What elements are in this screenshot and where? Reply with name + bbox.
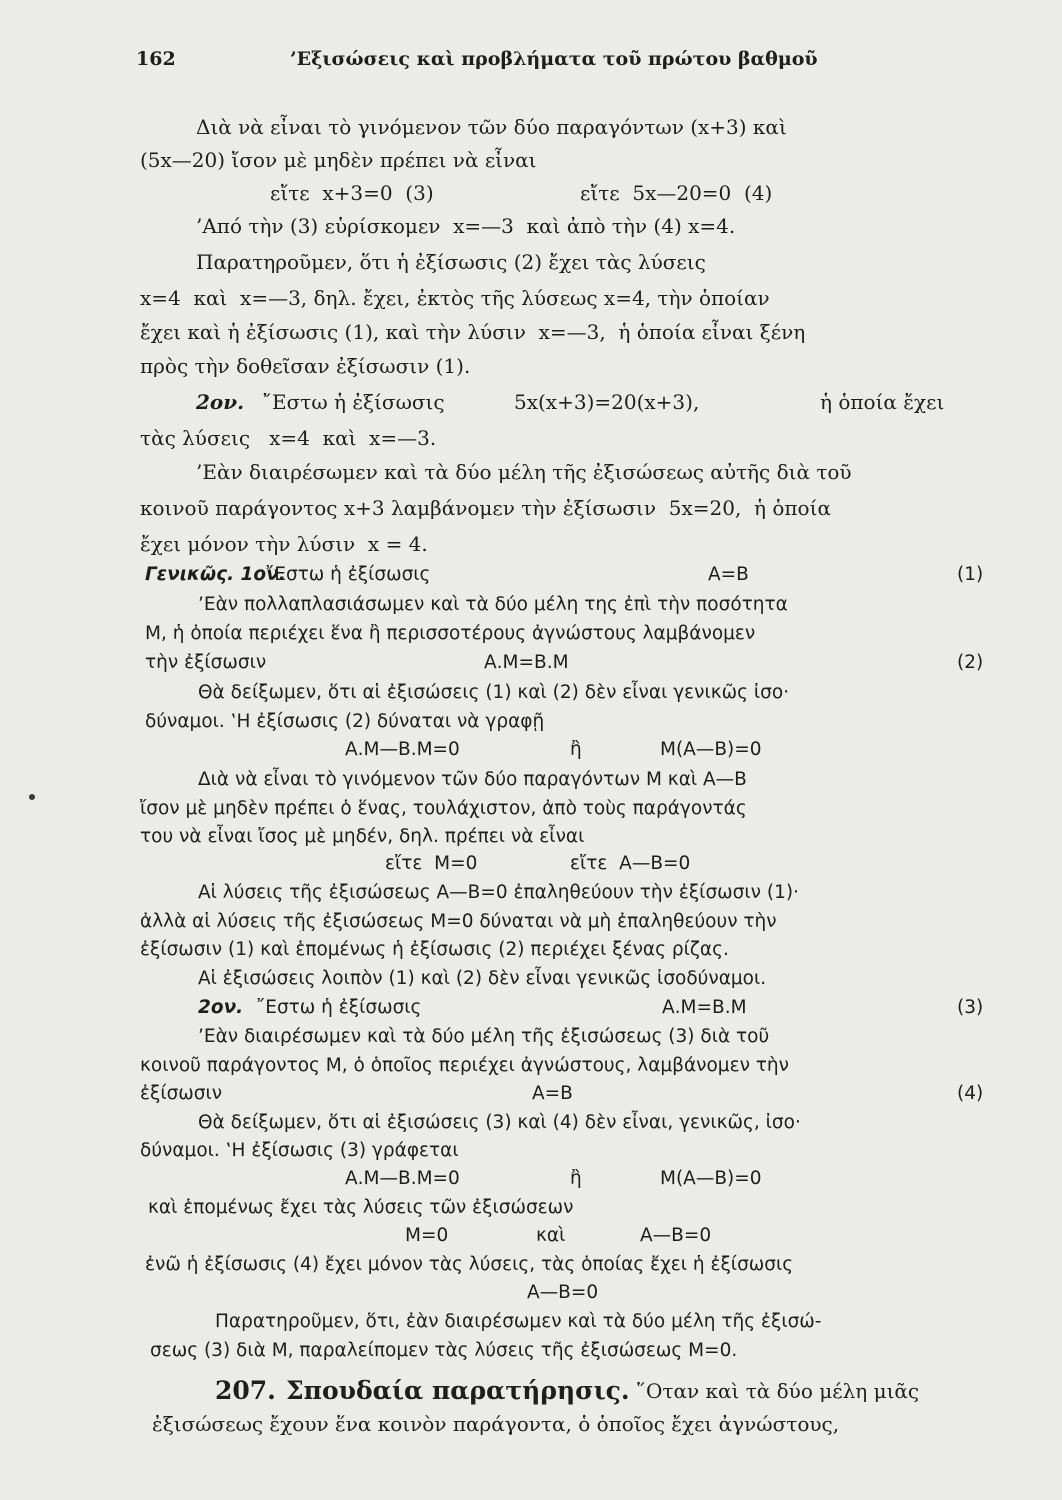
equation: εἴτε Α—Β=0 <box>570 853 691 874</box>
text-line: κοινοῦ παράγοντος x+3 λαμβάνομεν τὴν ἐξίσωσιν 5x=20, ἡ ὁποία <box>140 496 831 520</box>
text-line: Μ, ἡ ὁποία περιέχει ἕνα ἢ περισσοτέρους ἀγνώστους λαμβάνομεν <box>145 623 756 644</box>
text-line: πρὸς τὴν δοθεῖσαν ἐξίσωσιν (1). <box>140 354 471 378</box>
text-line: Διὰ νὰ εἶναι τὸ γινόμενον τῶν δύο παραγόντων Μ καὶ Α—Β <box>198 769 747 790</box>
section-title: Σπουδαία παρατήρησις. <box>286 1376 630 1405</box>
equation: εἴτε Μ=0 <box>385 853 478 874</box>
text-line: δύναμοι. ‛Η ἐξίσωσις (2) δύναται νὰ γραφῇ <box>145 711 545 732</box>
page-number: 162 <box>136 48 176 70</box>
text-line: Αἱ λύσεις τῆς ἐξισώσεως Α—Β=0 ἐπαληθεύουν τὴν ἐξίσωσιν (1)· <box>198 882 799 903</box>
equation: Α.Μ—Β.Μ=0 <box>345 1168 460 1189</box>
equation-number: (1) <box>957 564 984 585</box>
equation: καὶ <box>536 1225 566 1246</box>
subsection-label: 2ον. <box>198 997 244 1018</box>
section-number: 207. <box>215 1376 276 1405</box>
text-line: x=4 καὶ x=—3, δηλ. ἔχει, ἐκτὸς τῆς λύσεως x=4, τὴν ὁποίαν <box>140 286 770 310</box>
text-line: ἀλλὰ αἱ λύσεις τῆς ἐξισώσεως Μ=0 δύναται νὰ μὴ ἐπαληθεύουν τὴν <box>140 911 777 932</box>
text-line: ῞Οταν καὶ τὰ δύο μέλη μιᾶς <box>636 1379 920 1403</box>
equation: ἢ <box>570 739 582 760</box>
text-line: καὶ ἑπομένως ἔχει τὰς λύσεις τῶν ἐξισώσεων <box>148 1197 574 1218</box>
text-line: Θὰ δείξωμεν, ὅτι αἱ ἐξισώσεις (1) καὶ (2) δὲν εἶναι γενικῶς ἰσο· <box>198 682 790 703</box>
equation: Μ(Α—Β)=0 <box>660 739 762 760</box>
subsection-label: 2ον. <box>196 390 245 414</box>
equation: εἴτε x+3=0 (3) <box>270 181 434 205</box>
equation-number: (2) <box>957 652 984 673</box>
text-line: ’Εὰν πολλαπλασιάσωμεν καὶ τὰ δύο μέλη της ἐπὶ τὴν ποσότητα <box>198 594 788 615</box>
text-line: Διὰ νὰ εἶναι τὸ γινόμενον τῶν δύο παραγόντων (x+3) καὶ <box>196 115 787 139</box>
equation: Α=Β <box>532 1083 573 1104</box>
text-line: ῎Εστω ἡ ἐξίσωσις <box>256 997 422 1018</box>
equation: Α—Β=0 <box>527 1282 599 1303</box>
text-line: ’Εὰν διαιρέσωμεν καὶ τὰ δύο μέλη τῆς ἐξισώσεως αὐτῆς διὰ τοῦ <box>196 460 852 484</box>
equation: Α=Β <box>708 564 749 585</box>
text-line: ἐξίσωσιν <box>140 1083 223 1104</box>
equation-number: (4) <box>957 1083 984 1104</box>
text-line: ’Από τὴν (3) εὑρίσκομεν x=—3 καὶ ἀπὸ τὴν (4) x=4. <box>196 214 736 238</box>
text-line: Θὰ δείξωμεν, ὅτι αἱ ἐξισώσεις (3) καὶ (4) δὲν εἶναι, γενικῶς, ἰσο· <box>198 1112 801 1133</box>
subsection-label: Γενικῶς. 1ον. <box>145 564 286 585</box>
text-line: ἔχει μόνον τὴν λύσιν x = 4. <box>140 532 428 556</box>
text-line: Αἱ ἐξισώσεις λοιπὸν (1) καὶ (2) δὲν εἶναι γενικῶς ἰσοδύναμοι. <box>198 968 767 989</box>
text-line: δύναμοι. ‛Η ἐξίσωσις (3) γράφεται <box>140 1140 459 1161</box>
text-line: ἔχει καὶ ἡ ἐξίσωσις (1), καὶ τὴν λύσιν x=—3, ἡ ὁποία εἶναι ξένη <box>140 320 806 344</box>
text-line: κοινοῦ παράγοντος Μ, ὁ ὁποῖος περιέχει ἀγνώστους, λαμβάνομεν τὴν <box>140 1055 789 1076</box>
equation: Μ=0 <box>405 1225 449 1246</box>
equation: Μ(Α—Β)=0 <box>660 1168 762 1189</box>
equation: 5x(x+3)=20(x+3), <box>514 390 700 414</box>
text-line: (5x—20) ἴσον μὲ μηδὲν πρέπει νὰ εἶναι <box>140 148 537 172</box>
running-head: ’Εξισώσεις καὶ προβλήματα τοῦ πρώτου βαθμοῦ <box>290 48 818 70</box>
text-line: ἐνῶ ἡ ἐξίσωσις (4) ἔχει μόνον τὰς λύσεις, τὰς ὁποίας ἔχει ἡ ἐξίσωσις <box>145 1254 794 1275</box>
text-line: ῎Εστω ἡ ἐξίσωσις <box>262 390 445 414</box>
text-line: τὰς λύσεις x=4 καὶ x=—3. <box>140 426 437 450</box>
text-line: Παρατηροῦμεν, ὅτι, ἐὰν διαιρέσωμεν καὶ τὰ δύο μέλη τῆς ἐξισώ- <box>215 1311 822 1332</box>
text-line: Παρατηροῦμεν, ὅτι ἡ ἐξίσωσις (2) ἔχει τὰς λύσεις <box>196 250 706 274</box>
equation: Α—Β=0 <box>640 1225 712 1246</box>
text-line: του νὰ εἶναι ἴσος μὲ μηδέν, δηλ. πρέπει νὰ εἶναι <box>140 826 585 847</box>
equation: Α.Μ=Β.Μ <box>662 997 747 1018</box>
text-line: ἐξίσωσιν (1) καὶ ἑπομένως ἡ ἐξίσωσις (2) περιέχει ξένας ρίζας. <box>140 939 729 960</box>
text-line: ῎Εστω ἡ ἐξίσωσις <box>265 564 431 585</box>
text-line: ’Εὰν διαιρέσωμεν καὶ τὰ δύο μέλη τῆς ἐξισώσεως (3) διὰ τοῦ <box>198 1026 770 1047</box>
equation: εἴτε 5x—20=0 (4) <box>580 181 773 205</box>
text-line: σεως (3) διὰ Μ, παραλείπομεν τὰς λύσεις τῆς ἐξισώσεως Μ=0. <box>150 1340 738 1361</box>
equation-number: (3) <box>957 997 984 1018</box>
text-line: ἐξισώσεως ἔχουν ἕνα κοινὸν παράγοντα, ὁ ὁποῖος ἔχει ἀγνώστους, <box>152 1412 840 1436</box>
text-line: τὴν ἐξίσωσιν <box>145 652 267 673</box>
text-line: ἴσον μὲ μηδὲν πρέπει ὁ ἕνας, τουλάχιστον, ἀπὸ τοὺς παράγοντάς <box>140 798 747 819</box>
ink-speck <box>29 794 35 800</box>
equation: ἢ <box>570 1168 582 1189</box>
text-line: ἡ ὁποία ἔχει <box>820 390 945 414</box>
equation: Α.Μ=Β.Μ <box>484 652 569 673</box>
equation: Α.Μ—Β.Μ=0 <box>345 739 460 760</box>
